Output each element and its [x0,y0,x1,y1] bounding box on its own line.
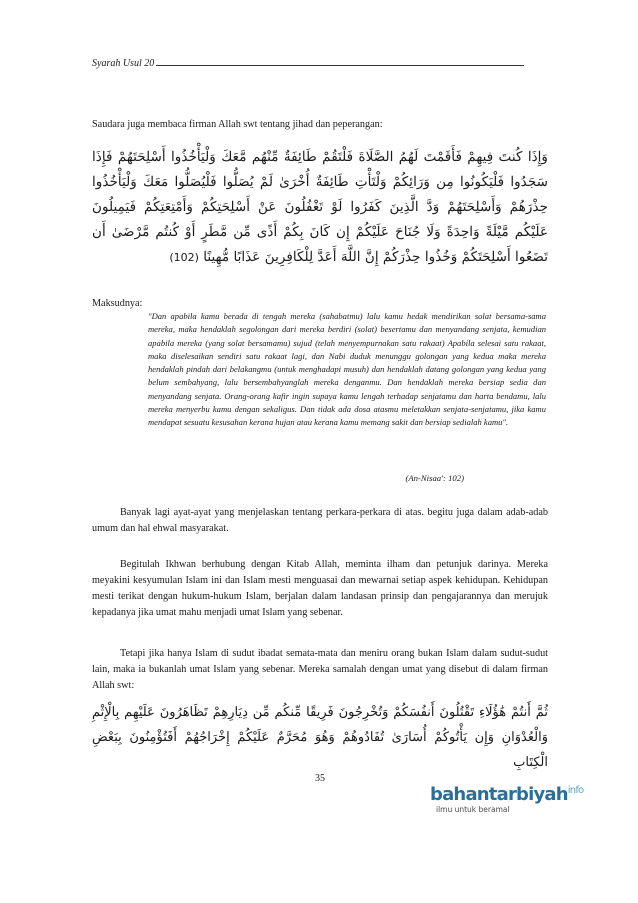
verse-number: (102) [169,251,199,264]
translation-quote: "Dan apabila kamu berada di tengah mereka (sahabatmu) lalu kamu hedak mendirikan solat bersama-sama mereka, maka hendaklah segolongan dari mereka berdiri (solat) besertamu dan menyandang senjata, kemudian apabila mereka (yang solat bersamamu) sujud (telah menyempurnakan satu rakaat) Apabila selesai satu rakaat, maka diselesaikan sendiri satu rakaat lagi, dan Nabi duduk menunggu golongan yang kedua maka mereka hendaklah pindah dari belakangmu (untuk menghadapi musuh) dan hendaklah datang golongan yang kedua yang belum sembahyang, lalu bersembahyanglah mereka denganmu. Dan hendaklah mereka bersiap sedia dan menyandang senjata. Orang-orang kafir ingin supaya kamu lengah terhadap senjatamu dan harta bendamu, lalu mereka menyerbu kamu dengan sekaligus. Dan tidak ada dosa atasmu meletakkan senjata-senjatamu, jika kamu mendapat sesuatu kesusahan kerana hujan atau kerana kamu memang sakit dan bersiap sedialah kamu". [148,311,546,428]
logo-brand [430,784,583,805]
logo-brand-text: bahantarbiyah [430,784,568,805]
header-rule [156,65,524,66]
bahantarbiyah-logo [430,784,584,824]
running-header [92,58,544,72]
translation-source: (An-Nisaa': 102) [405,473,464,483]
arabic-verse-2: ثُمَّ أَنتُمْ هَٰؤُلَاءِ تَقْتُلُونَ أَنفُسَكُمْ وَتُخْرِجُونَ فَرِيقًا مِّنكُم مِّن دِيَارِهِمْ تَظَاهَرُونَ عَلَيْهِم بِالْإِثْمِ وَالْعُدْوَانِ وَإِن يَأْتُوكُمْ أُسَارَىٰ تُفَادُوهُمْ وَهُوَ مُحَرَّمٌ عَلَيْكُمْ إِخْرَاجُهُمْ أَفَتُؤْمِنُونَ بِبَعْضِ الْكِتَابِ [92,705,548,770]
header-title: Syarah Usul 20 [92,58,155,69]
arabic-verse-1-text: وَإِذَا كُنتَ فِيهِمْ فَأَقَمْتَ لَهُمُ الصَّلَاةَ فَلْتَقُمْ طَائِفَةٌ مِّنْهُم مَّعَكَ وَلْيَأْخُذُوا أَسْلِحَتَهُمْ فَإِذَا سَجَدُوا فَلْيَكُونُوا مِن وَرَائِكُمْ وَلْتَأْتِ طَائِفَةٌ أُخْرَىٰ لَمْ يُصَلُّوا فَلْيُصَلُّوا مَعَكَ وَلْيَأْخُذُوا حِذْرَهُمْ وَأَسْلِحَتَهُمْ وَدَّ الَّذِينَ كَفَرُوا لَوْ تَغْفُلُونَ عَنْ أَسْلِحَتِكُمْ وَأَمْتِعَتِكُمْ فَيَمِيلُونَ عَلَيْكُم مَّيْلَةً وَاحِدَةً وَلَا جُنَاحَ عَلَيْكُمْ إِن كَانَ بِكُمْ أَذًى مِّن مَّطَرٍ أَوْ كُنتُم مَّرْضَىٰ أَن تَضَعُوا أَسْلِحَتَكُمْ وَخُذُوا حِذْرَكُمْ إِنَّ اللَّهَ أَعَدَّ لِلْكَافِرِينَ عَذَابًا مُّهِينًا [92,149,549,265]
paragraph-2: Begitulah Ikhwan berhubung dengan Kitab Allah, meminta ilham dan petunjuk darinya. Mereka meyakini kesyumulan Islam ini dan Islam mesti menguasai dan mewarnai setiap aspek kehidupan. Kehidupan mesti terikat dengan hukum-hukum Islam, berjalan dalam landasan prinsip dan pengajarannya dan merujuk kepadanya jika umat mahu menjadi umat Islam yang sebenar. [92,559,548,619]
maksudnya-label: Maksudnya: [92,298,143,309]
page-number: 35 [315,773,325,784]
logo-tagline: ilmu untuk beramal [436,805,510,814]
paragraph-3: Tetapi jika hanya Islam di sudut ibadat semata-mata dan meniru orang bukan Islam dalam sudut-sudut lain, maka ia bukanlah umat Islam yang sebenar. Mereka samalah dengan umat yang disebut di dalam firman Allah swt: [92,648,548,692]
logo-superscript: info [567,785,584,796]
intro-paragraph: Saudara juga membaca firman Allah swt tentang jihad dan peperangan: [92,119,383,130]
arabic-verse-1 [92,145,548,270]
paragraph-1: Banyak lagi ayat-ayat yang menjelaskan tentang perkara-perkara di atas. begitu juga dalam adab-adab umum dan hal ehwal masyarakat. [92,507,548,535]
